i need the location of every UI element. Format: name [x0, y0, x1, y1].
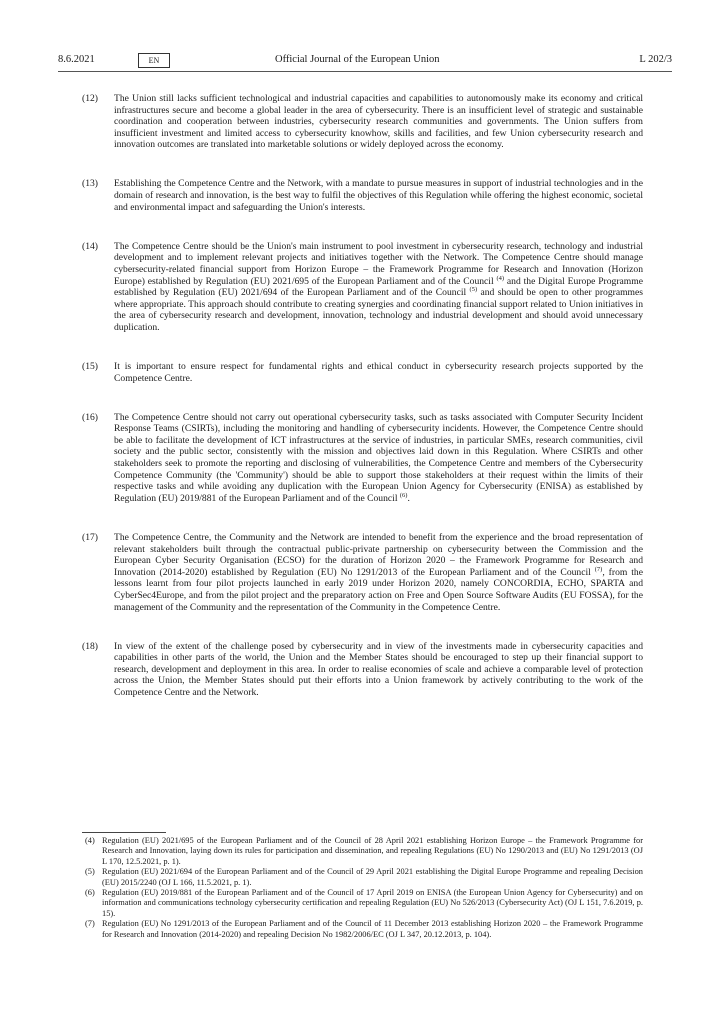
recital-text-part: , from the lessons learnt from four pilot projects launched in early 2019 under Horizon 2020, namely CONCORDIA, ECHO, SPARTA and CyberSec4Europe, and from the pilot project and the preparatory action on Free and Open Source Software Audits (EU FOSSA), for the management of the Community and the representation of the Community in the Competence Centre. — [114, 566, 643, 613]
journal-title: Official Journal of the European Union — [275, 54, 440, 65]
recital-16 — [82, 412, 643, 505]
page-header — [58, 52, 672, 68]
footnote-reference[interactable]: (7) — [594, 565, 603, 573]
recital-14 — [82, 241, 643, 334]
recital-text: In view of the extent of the challenge posed by cybersecurity and in view of the investments made in cybersecurity capacities and capabilities in other parts of the world, the Union and the Member States should be encouraged to step up their financial support to research, development and deployment in this area. In order to realise economies of scale and achieve a comparable level of protection across the Union, the Member States should put their efforts into a Union framework by actively contributing to the work of the Competence Centre and the Network. — [114, 640, 643, 698]
footnote-6 — [82, 888, 643, 919]
recital-text-part: and the Digital Europe Programme established by Regulation (EU) 2021/694 of the European Parliament and of the Council — [114, 275, 643, 299]
recital-text — [114, 412, 643, 505]
recital-number: (12) — [82, 93, 98, 104]
publication-date: 8.6.2021 — [58, 54, 95, 65]
footnote-7 — [82, 919, 643, 940]
recital-text — [114, 532, 643, 613]
footnote-text: Regulation (EU) 2021/695 of the European Parliament and of the Council of 28 April 2021 establishing Horizon Europe – the Framework Programme for Research and Innovation, laying down its rules for participation and dissemination, and repealing Regulations (EU) No 1290/2013 and (EU) No 1291/2013 (OJ L 170, 12.5.2021, p. 1). — [102, 836, 643, 866]
footnote-divider — [82, 832, 166, 833]
recital-number: (17) — [82, 531, 98, 543]
recital-text-part: . — [407, 492, 410, 504]
recital-12 — [82, 93, 643, 151]
footnote-reference[interactable]: (5) — [469, 285, 478, 293]
footnote-mark: (7) — [85, 919, 95, 929]
recital-text-part: The Competence Centre should not carry out operational cybersecurity tasks, such as tasks associated with Computer Security Incident Response Teams (CSIRTs), including the monitoring and handling of cybersecurity incidents. However, the Competence Centre should be able to facilitate the development of ICT infrastructures at the service of industries, in particular SMEs, research communities, civil society and the public sector, consistently with the mission and objectives laid down in this Regulation. Where CSIRTs and other stakeholders seek to promote the reporting and disclosing of vulnerabilities, the Competence Centre and members of the Cybersecurity Competence Community (the 'Community') should be able to support those stakeholders at their request within the limits of their respective tasks and while avoiding any duplication with the European Union Agency for Cybersecurity (ENISA) as established by Regulation (EU) 2019/881 of the European Parliament and of the Council — [114, 411, 643, 504]
footnote-mark: (4) — [85, 836, 95, 845]
footnote-text: Regulation (EU) No 1291/2013 of the European Parliament and of the Council of 11 December 2013 establishing Horizon 2020 – the Framework Programme for Research and Innovation (2014-2020) and repealing Decision No 1982/2006/EC (OJ L 347, 20.12.2013, p. 104). — [102, 919, 643, 939]
recital-text-part: The Competence Centre, the Community and the Network are intended to benefit from the experience and the broad representation of relevant stakeholders built through the contractual public-private partnership on cybersecurity between the Commission and the European Cyber Security Organisation (ECSO) for the duration of Horizon 2020 – the Framework Programme for Research and Innovation (2014-2020) established by Regulation (EU) No 1291/2013 of the European Parliament and of the Council — [114, 531, 643, 578]
page-reference: L 202/3 — [639, 54, 672, 65]
recital-number: (18) — [82, 640, 98, 652]
recital-number: (16) — [82, 411, 98, 423]
footnote-text: Regulation (EU) 2019/881 of the European Parliament and of the Council of 17 April 2019 on ENISA (the European Union Agency for Cybersecurity) and on information and communications technology cybersecurity certification and repealing Regulation (EU) No 526/2013 (Cybersecurity Act) (OJ L 151, 7.6.2019, p. 15). — [102, 888, 643, 918]
footnote-reference[interactable]: (6) — [399, 491, 408, 499]
recital-text — [114, 241, 643, 334]
recital-text-part: and should be open to other programmes where appropriate. This approach should contribute to creating synergies and coordinating financial support related to Union initiatives in the area of cybersecurity research and development, innovation, technology and industrial development and should avoid unnecessary duplication. — [114, 287, 643, 333]
recital-13 — [82, 178, 643, 213]
recital-text: The Union still lacks sufficient technological and industrial capacities and capabilities to autonomously make its economy and critical infrastructures secure and become a global leader in the area of cybersecurity. There is an insufficient level of strategic and sustainable coordination and cooperation between industries, cybersecurity research communities and governments. The Union suffers from insufficient investment and limited access to cybersecurity knowhow, skills and facilities, and few Union cybersecurity research and innovation outcomes are translated into marketable solutions or widely deployed across the economy. — [114, 93, 643, 151]
recital-text-part: The Competence Centre should be the Union's main instrument to pool investment in cybersecurity research, technology and industrial development and to implement relevant projects and initiatives together with the Network. The Competence Centre should manage cybersecurity-related financial support from Horizon Europe – the Framework Programme for Research and Innovation (Horizon Europe) established by Regulation (EU) 2021/695 of the European Parliament and of the Council — [114, 240, 643, 287]
recital-text: Establishing the Competence Centre and the Network, with a mandate to pursue measures in support of industrial technologies and in the domain of research and innovation, is the best way to fulfil the objectives of this Regulation while offering the highest economic, societal and environmental impact and safeguarding the Union's interests. — [114, 178, 643, 213]
recital-number: (14) — [82, 240, 98, 252]
footnote-text: Regulation (EU) 2021/694 of the European Parliament and of the Council of 29 April 2021 establishing the Digital Europe Programme and repealing Decision (EU) 2015/2240 (OJ L 166, 11.5.2021, p. 1). — [102, 867, 643, 887]
document-body — [82, 93, 643, 726]
footnote-5 — [82, 867, 643, 888]
footnote-4 — [82, 836, 643, 867]
language-badge: EN — [138, 53, 170, 68]
header-divider — [58, 71, 672, 72]
footnote-mark: (6) — [85, 888, 95, 898]
footnote-mark: (5) — [85, 867, 95, 877]
recital-number: (13) — [82, 178, 98, 190]
recital-number: (15) — [82, 361, 98, 372]
recital-18 — [82, 641, 643, 699]
footnote-reference[interactable]: (4) — [496, 274, 505, 282]
recital-text: It is important to ensure respect for fundamental rights and ethical conduct in cybersecurity research projects supported by the Competence Centre. — [114, 361, 643, 384]
footnotes — [82, 836, 643, 940]
recital-15 — [82, 361, 643, 384]
recital-17 — [82, 532, 643, 613]
